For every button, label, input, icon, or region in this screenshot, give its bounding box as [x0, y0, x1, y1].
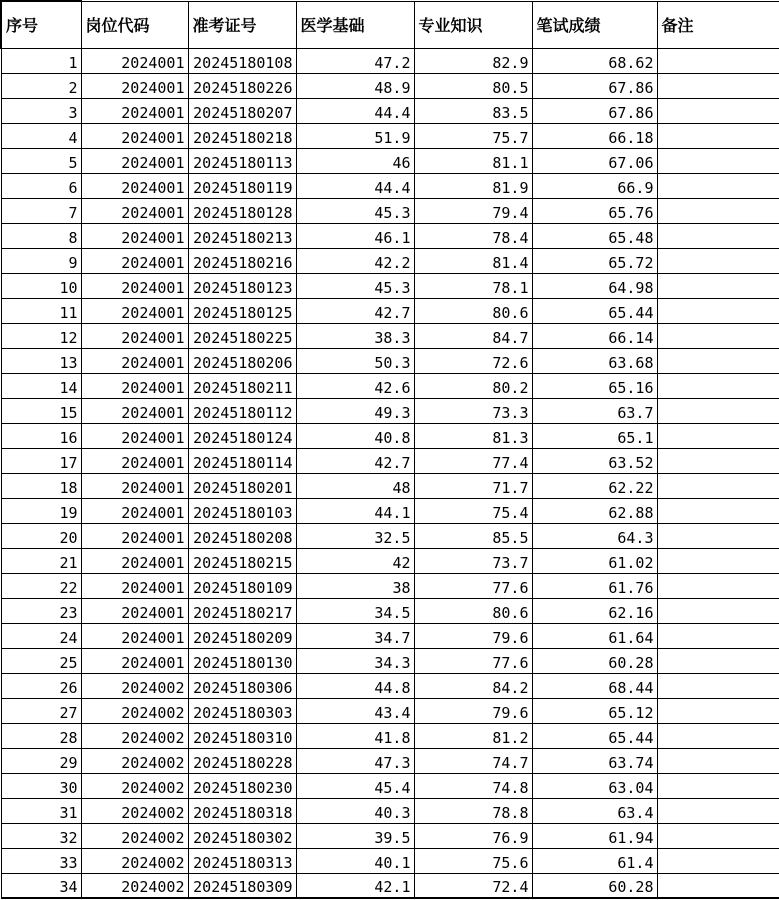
cell-medical-basics[interactable]: 42 [296, 548, 414, 573]
table-row [1, 873, 779, 898]
cell-admission-number[interactable]: 20245180217 [188, 598, 296, 623]
cell-professional-knowledge[interactable]: 81.4 [414, 248, 532, 273]
table-row [1, 173, 779, 198]
cell-admission-number[interactable]: 20245180213 [188, 223, 296, 248]
cell-admission-number[interactable]: 20245180119 [188, 173, 296, 198]
cell-remarks[interactable] [657, 398, 779, 423]
cell-index[interactable]: 23 [1, 598, 81, 623]
cell-professional-knowledge[interactable]: 75.7 [414, 123, 532, 148]
cell-index[interactable]: 4 [1, 123, 81, 148]
cell-admission-number[interactable]: 20245180218 [188, 123, 296, 148]
cell-written-score[interactable]: 63.7 [532, 398, 657, 423]
cell-medical-basics[interactable]: 38 [296, 573, 414, 598]
cell-medical-basics[interactable]: 39.5 [296, 823, 414, 848]
table-row [1, 398, 779, 423]
table-row [1, 48, 779, 73]
cell-medical-basics[interactable]: 42.1 [296, 873, 414, 898]
cell-position-code[interactable]: 2024001 [81, 248, 188, 273]
cell-position-code[interactable]: 2024001 [81, 398, 188, 423]
cell-written-score[interactable]: 67.86 [532, 98, 657, 123]
cell-position-code[interactable]: 2024001 [81, 323, 188, 348]
table-row [1, 773, 779, 798]
cell-medical-basics[interactable]: 42.7 [296, 298, 414, 323]
table-row [1, 623, 779, 648]
table-row [1, 248, 779, 273]
cell-index[interactable]: 33 [1, 848, 81, 873]
cell-remarks[interactable] [657, 498, 779, 523]
cell-index[interactable]: 20 [1, 523, 81, 548]
cell-index[interactable]: 22 [1, 573, 81, 598]
cell-medical-basics[interactable]: 40.3 [296, 798, 414, 823]
cell-professional-knowledge[interactable]: 85.5 [414, 523, 532, 548]
cell-position-code[interactable]: 2024001 [81, 198, 188, 223]
cell-written-score[interactable]: 68.44 [532, 673, 657, 698]
cell-admission-number[interactable]: 20245180303 [188, 698, 296, 723]
table-row [1, 673, 779, 698]
cell-professional-knowledge[interactable]: 75.4 [414, 498, 532, 523]
cell-medical-basics[interactable]: 51.9 [296, 123, 414, 148]
cell-position-code[interactable]: 2024001 [81, 123, 188, 148]
cell-admission-number[interactable]: 20245180201 [188, 473, 296, 498]
table-row [1, 523, 779, 548]
cell-index[interactable]: 16 [1, 423, 81, 448]
cell-written-score[interactable]: 62.22 [532, 473, 657, 498]
table-row [1, 198, 779, 223]
cell-written-score[interactable]: 67.06 [532, 148, 657, 173]
table-row [1, 423, 779, 448]
cell-written-score[interactable]: 61.76 [532, 573, 657, 598]
cell-admission-number[interactable]: 20245180109 [188, 573, 296, 598]
cell-written-score[interactable]: 60.28 [532, 873, 657, 898]
cell-position-code[interactable]: 2024001 [81, 173, 188, 198]
cell-written-score[interactable]: 65.72 [532, 248, 657, 273]
cell-index[interactable]: 3 [1, 98, 81, 123]
cell-position-code[interactable]: 2024002 [81, 748, 188, 773]
cell-position-code[interactable]: 2024002 [81, 848, 188, 873]
table-row [1, 698, 779, 723]
cell-written-score[interactable]: 64.3 [532, 523, 657, 548]
cell-professional-knowledge[interactable]: 81.9 [414, 173, 532, 198]
cell-index[interactable]: 29 [1, 748, 81, 773]
cell-professional-knowledge[interactable]: 80.6 [414, 298, 532, 323]
cell-index[interactable]: 21 [1, 548, 81, 573]
cell-remarks[interactable] [657, 873, 779, 898]
cell-remarks[interactable] [657, 798, 779, 823]
cell-medical-basics[interactable]: 43.4 [296, 698, 414, 723]
cell-position-code[interactable]: 2024001 [81, 73, 188, 98]
cell-professional-knowledge[interactable]: 72.4 [414, 873, 532, 898]
cell-remarks[interactable] [657, 523, 779, 548]
cell-professional-knowledge[interactable]: 81.3 [414, 423, 532, 448]
cell-position-code[interactable]: 2024002 [81, 723, 188, 748]
cell-written-score[interactable]: 65.1 [532, 423, 657, 448]
table-row [1, 748, 779, 773]
cell-remarks[interactable] [657, 723, 779, 748]
cell-written-score[interactable]: 65.44 [532, 298, 657, 323]
table-row [1, 223, 779, 248]
cell-written-score[interactable]: 63.04 [532, 773, 657, 798]
cell-medical-basics[interactable]: 48.9 [296, 73, 414, 98]
cell-written-score[interactable]: 65.44 [532, 723, 657, 748]
cell-written-score[interactable]: 63.68 [532, 348, 657, 373]
cell-admission-number[interactable]: 20245180208 [188, 523, 296, 548]
header-professional-knowledge[interactable]: 专业知识 [414, 1, 532, 48]
table-row [1, 148, 779, 173]
cell-position-code[interactable]: 2024001 [81, 498, 188, 523]
cell-professional-knowledge[interactable]: 81.2 [414, 723, 532, 748]
cell-medical-basics[interactable]: 38.3 [296, 323, 414, 348]
cell-remarks[interactable] [657, 748, 779, 773]
cell-admission-number[interactable]: 20245180225 [188, 323, 296, 348]
cell-medical-basics[interactable]: 41.8 [296, 723, 414, 748]
cell-remarks[interactable] [657, 198, 779, 223]
cell-professional-knowledge[interactable]: 81.1 [414, 148, 532, 173]
header-written-score[interactable]: 笔试成绩 [532, 1, 657, 48]
cell-medical-basics[interactable]: 45.3 [296, 273, 414, 298]
cell-professional-knowledge[interactable]: 78.8 [414, 798, 532, 823]
cell-index[interactable]: 24 [1, 623, 81, 648]
cell-professional-knowledge[interactable]: 84.7 [414, 323, 532, 348]
cell-remarks[interactable] [657, 123, 779, 148]
cell-index[interactable]: 26 [1, 673, 81, 698]
cell-admission-number[interactable]: 20245180209 [188, 623, 296, 648]
cell-admission-number[interactable]: 20245180318 [188, 798, 296, 823]
cell-admission-number[interactable]: 20245180124 [188, 423, 296, 448]
cell-admission-number[interactable]: 20245180103 [188, 498, 296, 523]
table-row [1, 448, 779, 473]
cell-index[interactable]: 6 [1, 173, 81, 198]
table-row [1, 848, 779, 873]
cell-medical-basics[interactable]: 40.8 [296, 423, 414, 448]
table-row [1, 498, 779, 523]
cell-position-code[interactable]: 2024001 [81, 48, 188, 73]
cell-remarks[interactable] [657, 373, 779, 398]
cell-index[interactable]: 7 [1, 198, 81, 223]
cell-admission-number[interactable]: 20245180228 [188, 748, 296, 773]
cell-remarks[interactable] [657, 273, 779, 298]
table-row [1, 73, 779, 98]
cell-remarks[interactable] [657, 823, 779, 848]
cell-position-code[interactable]: 2024002 [81, 773, 188, 798]
table-row [1, 648, 779, 673]
cell-remarks[interactable] [657, 698, 779, 723]
cell-professional-knowledge[interactable]: 82.9 [414, 48, 532, 73]
header-medical-basics[interactable]: 医学基础 [296, 1, 414, 48]
cell-index[interactable]: 8 [1, 223, 81, 248]
cell-written-score[interactable]: 61.02 [532, 548, 657, 573]
cell-index[interactable]: 18 [1, 473, 81, 498]
cell-professional-knowledge[interactable]: 77.6 [414, 648, 532, 673]
cell-medical-basics[interactable]: 47.2 [296, 48, 414, 73]
cell-written-score[interactable]: 63.52 [532, 448, 657, 473]
cell-written-score[interactable]: 60.28 [532, 648, 657, 673]
cell-written-score[interactable]: 66.9 [532, 173, 657, 198]
table-row [1, 798, 779, 823]
header-remarks[interactable]: 备注 [657, 1, 779, 48]
cell-professional-knowledge[interactable]: 76.9 [414, 823, 532, 848]
cell-remarks[interactable] [657, 848, 779, 873]
cell-index[interactable]: 14 [1, 373, 81, 398]
table-row [1, 723, 779, 748]
cell-professional-knowledge[interactable]: 79.6 [414, 698, 532, 723]
cell-written-score[interactable]: 65.12 [532, 698, 657, 723]
table-row [1, 598, 779, 623]
cell-professional-knowledge[interactable]: 80.5 [414, 73, 532, 98]
table-row [1, 823, 779, 848]
cell-remarks[interactable] [657, 98, 779, 123]
cell-position-code[interactable]: 2024001 [81, 623, 188, 648]
cell-admission-number[interactable]: 20245180216 [188, 248, 296, 273]
cell-professional-knowledge[interactable]: 80.2 [414, 373, 532, 398]
cell-remarks[interactable] [657, 548, 779, 573]
header-position-code[interactable]: 岗位代码 [81, 1, 188, 48]
cell-admission-number[interactable]: 20245180306 [188, 673, 296, 698]
cell-medical-basics[interactable]: 34.3 [296, 648, 414, 673]
cell-written-score[interactable]: 67.86 [532, 73, 657, 98]
table-row [1, 373, 779, 398]
cell-written-score[interactable]: 61.4 [532, 848, 657, 873]
cell-medical-basics[interactable]: 34.5 [296, 598, 414, 623]
cell-position-code[interactable]: 2024001 [81, 373, 188, 398]
cell-written-score[interactable]: 68.62 [532, 48, 657, 73]
cell-admission-number[interactable]: 20245180114 [188, 448, 296, 473]
cell-position-code[interactable]: 2024002 [81, 873, 188, 898]
cell-medical-basics[interactable]: 49.3 [296, 398, 414, 423]
cell-remarks[interactable] [657, 323, 779, 348]
cell-professional-knowledge[interactable]: 79.6 [414, 623, 532, 648]
cell-written-score[interactable]: 66.18 [532, 123, 657, 148]
cell-index[interactable]: 15 [1, 398, 81, 423]
cell-medical-basics[interactable]: 45.3 [296, 198, 414, 223]
cell-admission-number[interactable]: 20245180230 [188, 773, 296, 798]
cell-admission-number[interactable]: 20245180112 [188, 398, 296, 423]
cell-professional-knowledge[interactable]: 79.4 [414, 198, 532, 223]
table-body [1, 48, 779, 898]
cell-written-score[interactable]: 65.16 [532, 373, 657, 398]
cell-medical-basics[interactable]: 34.7 [296, 623, 414, 648]
cell-written-score[interactable]: 65.48 [532, 223, 657, 248]
cell-remarks[interactable] [657, 73, 779, 98]
cell-position-code[interactable]: 2024001 [81, 348, 188, 373]
cell-medical-basics[interactable]: 44.4 [296, 98, 414, 123]
cell-medical-basics[interactable]: 46 [296, 148, 414, 173]
cell-medical-basics[interactable]: 42.6 [296, 373, 414, 398]
cell-remarks[interactable] [657, 598, 779, 623]
cell-remarks[interactable] [657, 423, 779, 448]
table-row [1, 323, 779, 348]
cell-written-score[interactable]: 65.76 [532, 198, 657, 223]
cell-admission-number[interactable]: 20245180211 [188, 373, 296, 398]
cell-written-score[interactable]: 63.4 [532, 798, 657, 823]
table-row [1, 123, 779, 148]
cell-written-score[interactable]: 63.74 [532, 748, 657, 773]
cell-professional-knowledge[interactable]: 73.3 [414, 398, 532, 423]
cell-position-code[interactable]: 2024001 [81, 648, 188, 673]
cell-position-code[interactable]: 2024001 [81, 573, 188, 598]
cell-position-code[interactable]: 2024001 [81, 523, 188, 548]
cell-position-code[interactable]: 2024001 [81, 298, 188, 323]
cell-position-code[interactable]: 2024001 [81, 98, 188, 123]
cell-written-score[interactable]: 62.88 [532, 498, 657, 523]
cell-index[interactable]: 17 [1, 448, 81, 473]
cell-admission-number[interactable]: 20245180313 [188, 848, 296, 873]
cell-medical-basics[interactable]: 42.7 [296, 448, 414, 473]
cell-medical-basics[interactable]: 42.2 [296, 248, 414, 273]
cell-index[interactable]: 19 [1, 498, 81, 523]
cell-professional-knowledge[interactable]: 71.7 [414, 473, 532, 498]
cell-index[interactable]: 9 [1, 248, 81, 273]
cell-index[interactable]: 12 [1, 323, 81, 348]
cell-admission-number[interactable]: 20245180108 [188, 48, 296, 73]
cell-professional-knowledge[interactable]: 77.4 [414, 448, 532, 473]
cell-remarks[interactable] [657, 673, 779, 698]
cell-remarks[interactable] [657, 473, 779, 498]
cell-admission-number[interactable]: 20245180302 [188, 823, 296, 848]
cell-medical-basics[interactable]: 44.1 [296, 498, 414, 523]
cell-professional-knowledge[interactable]: 72.6 [414, 348, 532, 373]
cell-remarks[interactable] [657, 148, 779, 173]
cell-written-score[interactable]: 66.14 [532, 323, 657, 348]
cell-professional-knowledge[interactable]: 73.7 [414, 548, 532, 573]
cell-admission-number[interactable]: 20245180206 [188, 348, 296, 373]
cell-admission-number[interactable]: 20245180310 [188, 723, 296, 748]
cell-professional-knowledge[interactable]: 77.6 [414, 573, 532, 598]
cell-index[interactable]: 2 [1, 73, 81, 98]
table-row [1, 273, 779, 298]
cell-admission-number[interactable]: 20245180207 [188, 98, 296, 123]
cell-position-code[interactable]: 2024001 [81, 448, 188, 473]
cell-professional-knowledge[interactable]: 74.8 [414, 773, 532, 798]
cell-index[interactable]: 27 [1, 698, 81, 723]
cell-medical-basics[interactable]: 32.5 [296, 523, 414, 548]
cell-medical-basics[interactable]: 45.4 [296, 773, 414, 798]
cell-admission-number[interactable]: 20245180128 [188, 198, 296, 223]
table-row [1, 98, 779, 123]
cell-admission-number[interactable]: 20245180226 [188, 73, 296, 98]
table-row [1, 573, 779, 598]
cell-index[interactable]: 10 [1, 273, 81, 298]
cell-medical-basics[interactable]: 46.1 [296, 223, 414, 248]
cell-remarks[interactable] [657, 223, 779, 248]
cell-medical-basics[interactable]: 48 [296, 473, 414, 498]
cell-position-code[interactable]: 2024001 [81, 598, 188, 623]
cell-index[interactable]: 31 [1, 798, 81, 823]
cell-written-score[interactable]: 61.64 [532, 623, 657, 648]
cell-professional-knowledge[interactable]: 78.4 [414, 223, 532, 248]
cell-remarks[interactable] [657, 48, 779, 73]
cell-admission-number[interactable]: 20245180215 [188, 548, 296, 573]
cell-medical-basics[interactable]: 44.8 [296, 673, 414, 698]
cell-index[interactable]: 13 [1, 348, 81, 373]
cell-remarks[interactable] [657, 573, 779, 598]
cell-admission-number[interactable]: 20245180125 [188, 298, 296, 323]
cell-remarks[interactable] [657, 173, 779, 198]
table-row [1, 348, 779, 373]
cell-position-code[interactable]: 2024002 [81, 798, 188, 823]
cell-index[interactable]: 5 [1, 148, 81, 173]
cell-professional-knowledge[interactable]: 80.6 [414, 598, 532, 623]
table-row [1, 473, 779, 498]
cell-admission-number[interactable]: 20245180113 [188, 148, 296, 173]
cell-medical-basics[interactable]: 44.4 [296, 173, 414, 198]
cell-position-code[interactable]: 2024002 [81, 698, 188, 723]
cell-medical-basics[interactable]: 47.3 [296, 748, 414, 773]
cell-professional-knowledge[interactable]: 74.7 [414, 748, 532, 773]
cell-position-code[interactable]: 2024001 [81, 273, 188, 298]
cell-index[interactable]: 11 [1, 298, 81, 323]
header-index[interactable]: 序号 [1, 1, 81, 48]
cell-remarks[interactable] [657, 348, 779, 373]
cell-written-score[interactable]: 62.16 [532, 598, 657, 623]
cell-position-code[interactable]: 2024001 [81, 423, 188, 448]
cell-written-score[interactable]: 64.98 [532, 273, 657, 298]
cell-position-code[interactable]: 2024002 [81, 673, 188, 698]
cell-index[interactable]: 32 [1, 823, 81, 848]
cell-professional-knowledge[interactable]: 75.6 [414, 848, 532, 873]
header-admission-number[interactable]: 准考证号 [188, 1, 296, 48]
cell-index[interactable]: 28 [1, 723, 81, 748]
cell-written-score[interactable]: 61.94 [532, 823, 657, 848]
cell-remarks[interactable] [657, 623, 779, 648]
cell-index[interactable]: 1 [1, 48, 81, 73]
header-row [1, 1, 779, 48]
cell-remarks[interactable] [657, 773, 779, 798]
cell-professional-knowledge[interactable]: 78.1 [414, 273, 532, 298]
table-row [1, 298, 779, 323]
cell-medical-basics[interactable]: 50.3 [296, 348, 414, 373]
cell-remarks[interactable] [657, 248, 779, 273]
cell-position-code[interactable]: 2024001 [81, 223, 188, 248]
cell-index[interactable]: 25 [1, 648, 81, 673]
cell-professional-knowledge[interactable]: 83.5 [414, 98, 532, 123]
cell-index[interactable]: 30 [1, 773, 81, 798]
cell-remarks[interactable] [657, 648, 779, 673]
cell-position-code[interactable]: 2024001 [81, 473, 188, 498]
cell-remarks[interactable] [657, 298, 779, 323]
cell-admission-number[interactable]: 20245180309 [188, 873, 296, 898]
cell-admission-number[interactable]: 20245180130 [188, 648, 296, 673]
cell-admission-number[interactable]: 20245180123 [188, 273, 296, 298]
cell-index[interactable]: 34 [1, 873, 81, 898]
cell-professional-knowledge[interactable]: 84.2 [414, 673, 532, 698]
cell-remarks[interactable] [657, 448, 779, 473]
cell-position-code[interactable]: 2024001 [81, 148, 188, 173]
cell-position-code[interactable]: 2024002 [81, 823, 188, 848]
cell-position-code[interactable]: 2024001 [81, 548, 188, 573]
cell-medical-basics[interactable]: 40.1 [296, 848, 414, 873]
table-row [1, 548, 779, 573]
